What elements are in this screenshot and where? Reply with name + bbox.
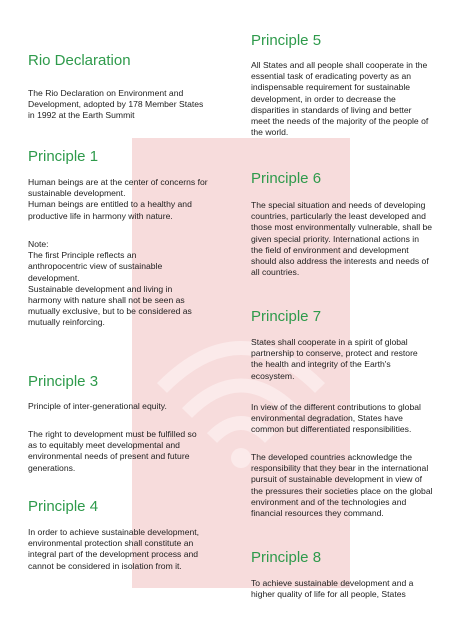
principle-3-heading: Principle 3	[28, 373, 99, 390]
intro-paragraph: The Rio Declaration on Environment and Development, adopted by 178 Member States in 1992 at the Earth Summit	[28, 88, 204, 121]
principle-3-text-1: Principle of inter-generational equity.	[28, 401, 167, 411]
principle-7-text-3: The developed countries acknowledge the responsibility that they bear in the international pursuit of sustainable development in view of the pressures their societies place on the global environment and of the technologies and financial resources they command.	[251, 452, 433, 519]
principle-3-text-2: The right to development must be fulfilled so as to equitably meet developmental and environmental needs of present and future generations.	[28, 429, 197, 473]
document-title: Rio Declaration	[28, 52, 131, 69]
principle-1-heading: Principle 1	[28, 148, 99, 165]
principle-6-text: The special situation and needs of developing countries, particularly the least developed and those most environmentally vulnerable, shall be given special priority. International actions in the field of environment and development should also address the interests and needs of all countries.	[251, 200, 433, 278]
principle-8-heading: Principle 8	[251, 549, 322, 566]
principle-6-heading: Principle 6	[251, 170, 322, 187]
principle-5-heading: Principle 5	[251, 32, 322, 49]
principle-8-text: To achieve sustainable development and a higher quality of life for all people, States	[251, 578, 414, 600]
principle-7-text-2: In view of the different contributions to global environmental degradation, States have common but differentiated responsibilities.	[251, 402, 421, 435]
principle-1-text: Human beings are at the center of concerns for sustainable development. Human beings are entitled to a healthy and productive life in harmony with nature.	[28, 177, 208, 221]
principle-4-heading: Principle 4	[28, 498, 99, 515]
principle-4-text: In order to achieve sustainable development, environmental protection shall constitute an integral part of the development process and cannot be considered in isolation from it.	[28, 527, 200, 571]
principle-7-heading: Principle 7	[251, 308, 322, 325]
principle-5-text: All States and all people shall cooperate in the essential task of eradicating poverty as an indispensable requirement for sustainable development, in order to decrease the disparities in standards of living and better meet the needs of the majority of the people of the world.	[251, 60, 429, 138]
principle-7-text-1: States shall cooperate in a spirit of global partnership to conserve, protect and restore the health and integrity of the Earth's ecosystem.	[251, 337, 418, 381]
principle-1-note: Note: The first Principle reflects an anthropocentric view of sustainable development. Sustainable development and living in harmony with nature shall not be seen as mutually exclusive, but to be considered as mutually reinforcing.	[28, 239, 192, 328]
